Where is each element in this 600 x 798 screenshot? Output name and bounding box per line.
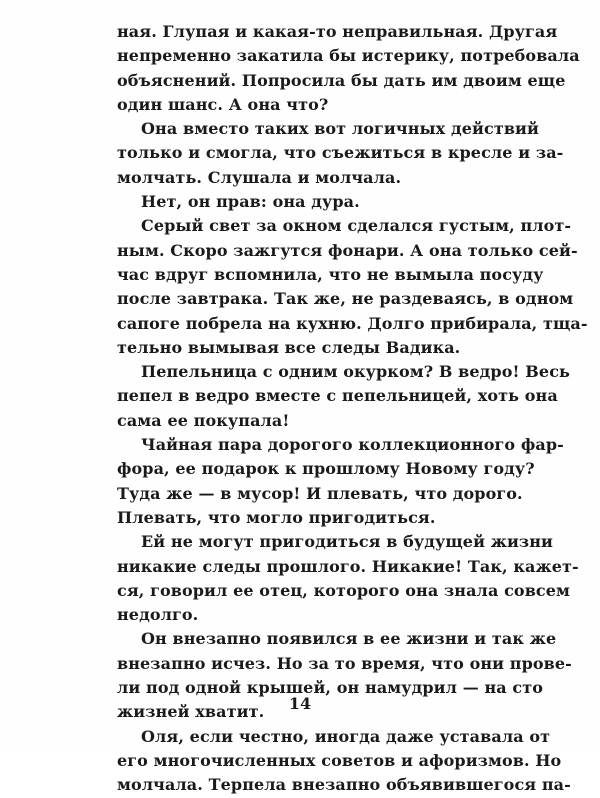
text-line: пепел в ведро вместе с пепельницей, хоть она xyxy=(117,386,558,406)
text-line: после завтрака. Так же, не раздеваясь, в одном xyxy=(117,289,574,309)
text-line: только и смогла, что съежиться в кресле и за- xyxy=(117,143,564,163)
text-line: объяснений. Попросила бы дать им двоим еще xyxy=(117,70,566,90)
text-line: Он внезапно появился в ее жизни и так же xyxy=(141,629,557,649)
paragraph xyxy=(117,433,564,530)
text-line: Плевать, что могло пригодиться. xyxy=(117,507,436,527)
text-line: Оля, если честно, иногда даже уставала от xyxy=(141,726,551,746)
text-line: ная. Глупая и какая-то неправильная. Другая xyxy=(117,22,558,41)
text-line: никакие следы прошлого. Никакие! Так, кажет- xyxy=(117,556,579,576)
text-line: Туда же — в мусор! И плевать, что дорого. xyxy=(117,483,523,503)
paragraph xyxy=(117,20,580,117)
text-line: непременно закатила бы истерику, потребовала xyxy=(117,46,580,66)
text-line: Ей не могут пригодиться в будущей жизни xyxy=(141,532,554,552)
body-text xyxy=(117,20,588,798)
text-line: Чайная пара дорогого коллекционного фар- xyxy=(141,435,564,455)
text-line: ли под одной крышей, он намудрил — на сто xyxy=(117,678,544,698)
text-line: ся, говорил ее отец, которого она знала совсем xyxy=(117,580,571,600)
paragraph xyxy=(117,725,571,798)
text-line: молчала. Терпела внезапно объявившегося па- xyxy=(117,775,571,795)
text-line: Пепельница с одним окурком? В ведро! Весь xyxy=(141,362,570,382)
text-line: Серый свет за окном сделался густым, плот- xyxy=(141,216,572,236)
text-line: тельно вымывая все следы Вадика. xyxy=(117,337,461,357)
text-line: молчать. Слушала и молчала. xyxy=(117,167,402,187)
page-number: 14 xyxy=(288,694,312,713)
text-line: Она вместо таких вот логичных действий xyxy=(141,119,539,139)
paragraph xyxy=(117,214,588,360)
text-line: ным. Скоро зажгутся фонари. А она только сей- xyxy=(117,240,578,260)
paragraph xyxy=(117,530,579,627)
text-line: недолго. xyxy=(117,605,199,625)
text-line: сама ее покупала! xyxy=(117,410,290,430)
paragraph xyxy=(117,190,501,214)
text-line: Нет, он прав: она дура. xyxy=(141,192,360,212)
text-line: час вдруг вспомнила, что не вымыла посуду xyxy=(117,264,544,284)
paragraph xyxy=(117,117,564,190)
text-line: сапоге побрела на кухню. Долго прибирала, тща- xyxy=(117,313,588,333)
text-line: жизней хватит. xyxy=(117,702,265,722)
text-line: фора, ее подарок к прошлому Новому году? xyxy=(117,459,535,479)
text-line: внезапно исчез. Но за то время, что они прове- xyxy=(117,653,572,673)
text-line: его многочисленных советов и афоризмов. Но xyxy=(117,750,562,770)
text-line: один шанс. А она что? xyxy=(117,94,329,114)
paragraph xyxy=(117,360,570,433)
